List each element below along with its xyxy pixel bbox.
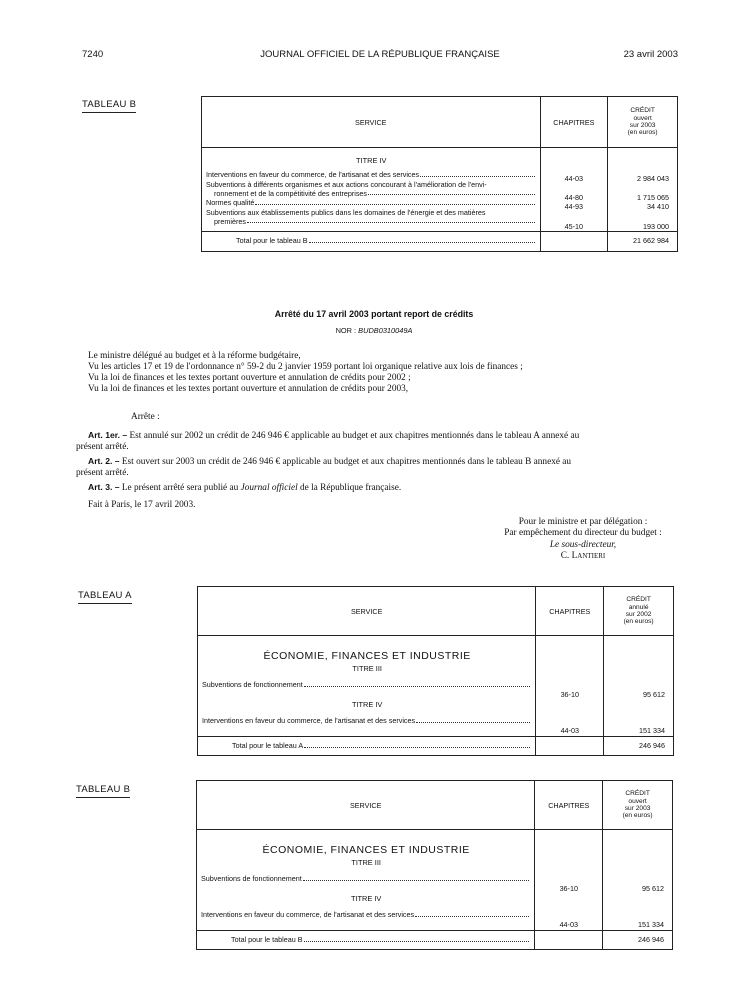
visa-line: Vu les articles 17 et 19 de l'ordonnance n° 59-2 du 2 janvier 1959 portant loi organique relative aux lois de finances ; xyxy=(88,362,523,372)
arrete-word: Arrête : xyxy=(131,412,160,422)
chapitre-cell: 45-10 xyxy=(564,222,584,231)
table-b xyxy=(196,780,673,950)
table-row: Subventions aux établissements publics dans les domaines de l'énergie et des matières xyxy=(206,208,486,217)
signature-block: Pour le ministre et par délégation : Par empêchement du directeur du budget : Le sous-directeur, C. Lantieri xyxy=(504,517,662,561)
col-credit-header: CRÉDIT ouvert sur 2003 (en euros) xyxy=(603,781,673,830)
col-credit-header: CRÉDIT ouvert sur 2003 (en euros) xyxy=(608,97,678,148)
chapitre-cell: 44-80 xyxy=(564,193,584,202)
arrete-title: Arrêté du 17 avril 2003 portant report de crédits xyxy=(274,309,474,319)
col-service-header: SERVICE xyxy=(198,587,536,636)
table-row: Subventions de fonctionnement xyxy=(201,874,531,884)
montant-cell: 34 410 xyxy=(647,202,669,211)
table-row: Interventions en faveur du commerce, de l'artisanat et des services xyxy=(201,910,531,920)
titre-iii: TITRE III xyxy=(351,858,381,867)
montant-cell: 2 984 043 xyxy=(637,174,669,183)
col-credit-header: CRÉDIT annulé sur 2002 (en euros) xyxy=(604,587,674,636)
visa-line: Vu la loi de finances et les textes portant ouverture et annulation de crédits pour 2002 ; xyxy=(88,373,411,383)
nor-reference: NOR : BUDB0310049A xyxy=(335,326,413,335)
montant-cell: 193 000 xyxy=(643,222,669,231)
publication-date: 23 avril 2003 xyxy=(623,49,678,60)
total-value: 246 946 xyxy=(639,741,665,750)
section-title: ÉCONOMIE, FINANCES ET INDUSTRIE xyxy=(262,844,470,856)
total-value: 21 662 984 xyxy=(633,236,669,245)
page-header xyxy=(82,49,678,63)
page-number: 7240 xyxy=(82,49,104,60)
table-row: Normes qualité xyxy=(206,198,537,208)
col-service-header: SERVICE xyxy=(202,97,541,148)
col-service-header: SERVICE xyxy=(197,781,535,830)
visas xyxy=(88,351,684,395)
col-chapitres-header: CHAPITRES xyxy=(540,97,608,148)
titre-iv: TITRE IV xyxy=(356,156,387,165)
table-row: Interventions en faveur du commerce, de l'artisanat et des services xyxy=(202,716,532,726)
section-title: ÉCONOMIE, FINANCES ET INDUSTRIE xyxy=(263,650,471,662)
total-label: Total pour le tableau B xyxy=(236,236,537,246)
chapitre-cell: 44-03 xyxy=(559,920,578,929)
montant-cell: 151 334 xyxy=(638,920,664,929)
montant-cell: 151 334 xyxy=(639,726,665,735)
article-2: Art. 2. – Est ouvert sur 2003 un crédit de 246 946 € applicable au budget et aux chapitres mentionnés dans le tableau B annexé au présent arrêté. xyxy=(76,456,572,478)
col-chapitres-header: CHAPITRES xyxy=(535,781,603,830)
titre-iv: TITRE IV xyxy=(350,894,382,903)
table-row: Interventions en faveur du commerce, de l'artisanat et des services xyxy=(206,170,537,180)
table-top-label: TABLEAU B xyxy=(82,99,136,113)
chapitre-cell: 36-10 xyxy=(559,884,578,893)
table-row: Subventions de fonctionnement xyxy=(202,680,532,690)
total-label: Total pour le tableau B xyxy=(231,935,531,945)
fait-a-paris: Fait à Paris, le 17 avril 2003. xyxy=(88,500,196,510)
montant-cell: 1 715 065 xyxy=(637,193,669,202)
titre-iii: TITRE III xyxy=(352,664,382,673)
table-a xyxy=(197,586,674,756)
article-1: Art. 1er. – Est annulé sur 2002 un crédit de 246 946 € applicable au budget et aux chapitres mentionnés dans le tableau A annexé au présent arrêté. xyxy=(76,430,580,452)
journal-title: JOURNAL OFFICIEL DE LA RÉPUBLIQUE FRANÇAISE xyxy=(260,49,500,60)
montant-cell: 95 612 xyxy=(642,884,664,893)
montant-cell: 95 612 xyxy=(643,690,665,699)
article-3: Art. 3. – Le présent arrêté sera publié au Journal officiel de la République française. xyxy=(88,482,402,493)
table-row: Subventions à différents organismes et aux actions concourant à l'amélioration de l'envi- xyxy=(206,180,487,189)
table-top: SERVICE CHAPITRES CRÉDIT ouvert sur 2003 (en euros) TITRE IV Interventions en faveur du commerce, de l'artisanat et des services Subventions à différents organismes et aux actions concourant à l'amélioration de l'envi- ronnement et de la compétitivité des entreprises Normes qualité Subventions aux établissements publics dans les domaines de l'énergie et des matières premières 44-03 44-80 44-93 45-10 2 984 043 1 715 065 34 410 193 000 Total pour le tableau B 21 662 984 xyxy=(201,96,678,252)
visa-line: Vu la loi de finances et les textes portant ouverture et annulation de crédits pour 2003, xyxy=(88,384,409,394)
visa-line: Le ministre délégué au budget et à la réforme budgétaire, xyxy=(88,351,301,361)
chapitre-cell: 36-10 xyxy=(560,690,579,699)
total-value: 246 946 xyxy=(638,935,664,944)
chapitre-cell: 44-03 xyxy=(560,726,579,735)
chapitre-cell: 44-93 xyxy=(564,202,584,211)
table-a-label: TABLEAU A xyxy=(78,590,132,604)
table-b-label: TABLEAU B xyxy=(76,784,130,798)
chapitre-cell: 44-03 xyxy=(564,174,584,183)
titre-iv: TITRE IV xyxy=(351,700,383,709)
total-label: Total pour le tableau A xyxy=(232,741,532,751)
col-chapitres-header: CHAPITRES xyxy=(536,587,604,636)
